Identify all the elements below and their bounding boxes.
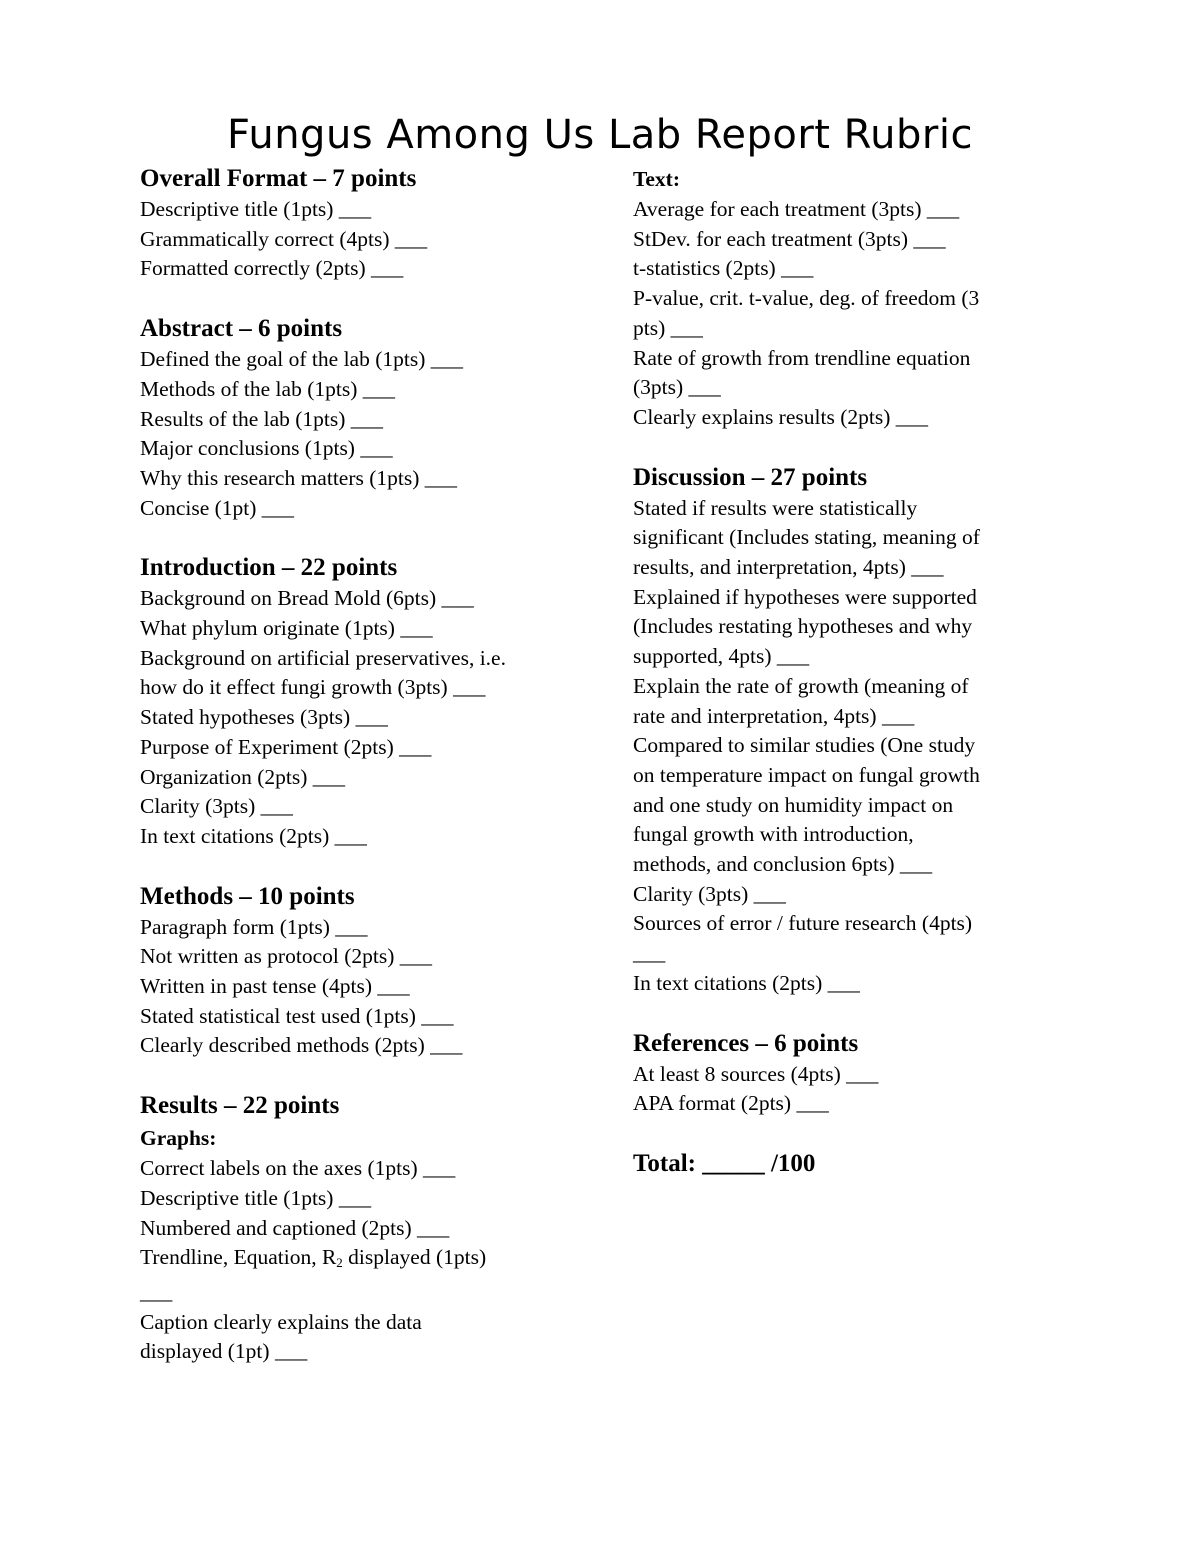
graphs-subheading: Graphs: (140, 1126, 217, 1151)
rubric-item: supported, 4pts) ___ (633, 644, 810, 669)
rubric-item: displayed (1pt) ___ (140, 1339, 308, 1364)
rubric-item: Stated if results were statistically (633, 495, 918, 520)
section-heading: Results – 22 points (140, 1092, 340, 1120)
rubric-item: fungal growth with introduction, (633, 822, 914, 847)
rubric-item: Stated hypotheses (3pts) ___ (140, 705, 388, 730)
rubric-item-blank: ___ (140, 1279, 173, 1304)
rubric-item: Background on artificial preservatives, i.e. (140, 645, 506, 670)
rubric-item: Clearly explains results (2pts) ___ (633, 404, 928, 429)
references-section (633, 1028, 1063, 1119)
left-column (140, 163, 590, 1367)
rubric-item: Written in past tense (4pts) ___ (140, 974, 410, 999)
right-column (633, 163, 1063, 1180)
section-heading: Discussion – 27 points (633, 463, 868, 491)
rubric-item: t-statistics (2pts) ___ (633, 256, 814, 281)
rubric-item: Defined the goal of the lab (1pts) ___ (140, 347, 464, 372)
introduction-section (140, 552, 590, 851)
rubric-item: Clearly described methods (2pts) ___ (140, 1033, 463, 1058)
rubric-item: rate and interpretation, 4pts) ___ (633, 703, 915, 728)
total-score: Total: _____ /100 (633, 1149, 816, 1177)
rubric-item: StDev. for each treatment (3pts) ___ (633, 226, 946, 251)
abstract-section (140, 313, 590, 523)
rubric-item: In text citations (2pts) ___ (140, 823, 367, 848)
section-heading: References – 6 points (633, 1029, 859, 1057)
overall-format-section (140, 163, 590, 284)
rubric-item: At least 8 sources (4pts) ___ (633, 1061, 879, 1086)
rubric-item: Grammatically correct (4pts) ___ (140, 226, 428, 251)
rubric-item: Clarity (3pts) ___ (140, 794, 293, 819)
rubric-item: methods, and conclusion 6pts) ___ (633, 852, 933, 877)
rubric-item: Clarity (3pts) ___ (633, 881, 786, 906)
rubric-item: In text citations (2pts) ___ (633, 970, 860, 995)
rubric-item: (3pts) ___ (633, 375, 721, 400)
rubric-item: significant (Includes stating, meaning of (633, 525, 980, 550)
rubric-item-trendline (140, 1243, 590, 1278)
rubric-item: Average for each treatment (3pts) ___ (633, 197, 960, 221)
trendline-text: Trendline, Equation, R (140, 1245, 337, 1270)
rubric-item: Caption clearly explains the data (140, 1309, 422, 1334)
page-title: Fungus Among Us Lab Report Rubric (227, 112, 973, 158)
rubric-item: Results of the lab (1pts) ___ (140, 406, 384, 431)
rubric-item: Descriptive title (1pts) ___ (140, 1185, 372, 1210)
rubric-item: (Includes restating hypotheses and why (633, 614, 973, 639)
rubric-item: on temperature impact on fungal growth (633, 762, 980, 787)
rubric-item: ___ (633, 941, 666, 966)
rubric-item: Sources of error / future research (4pts) (633, 911, 973, 936)
section-heading: Methods – 10 points (140, 882, 355, 910)
rubric-item: P-value, crit. t-value, deg. of freedom (3 (633, 286, 980, 311)
discussion-section (633, 462, 1063, 999)
section-heading: Overall Format – 7 points (140, 165, 417, 192)
rubric-item: Formatted correctly (2pts) ___ (140, 256, 404, 281)
rubric-item: Explain the rate of growth (meaning of (633, 673, 969, 698)
rubric-item: Organization (2pts) ___ (140, 764, 346, 789)
rubric-item: Purpose of Experiment (2pts) ___ (140, 734, 432, 759)
rubric-item: how do it effect fungi growth (3pts) ___ (140, 675, 486, 700)
rubric-item: Numbered and captioned (2pts) ___ (140, 1215, 450, 1240)
rubric-item: Background on Bread Mold (6pts) ___ (140, 586, 474, 611)
rubric-item: Compared to similar studies (One study (633, 733, 976, 758)
rubric-item: Not written as protocol (2pts) ___ (140, 944, 432, 969)
section-heading: Abstract – 6 points (140, 315, 343, 343)
rubric-item: pts) ___ (633, 315, 703, 340)
rubric-item: Major conclusions (1pts) ___ (140, 436, 393, 461)
rubric-item: Paragraph form (1pts) ___ (140, 914, 368, 939)
rubric-item: What phylum originate (1pts) ___ (140, 616, 433, 641)
rubric-item: Methods of the lab (1pts) ___ (140, 376, 395, 401)
rubric-item: Stated statistical test used (1pts) ___ (140, 1003, 454, 1028)
rubric-item: Descriptive title (1pts) ___ (140, 197, 372, 221)
section-heading: Introduction – 22 points (140, 554, 398, 582)
rubric-item: Rate of growth from trendline equation (633, 345, 971, 370)
text-subheading: Text: (633, 167, 680, 191)
methods-section (140, 881, 590, 1062)
rubric-item: Concise (1pt) ___ (140, 495, 295, 520)
rubric-item: and one study on humidity impact on (633, 792, 954, 817)
rubric-item: APA format (2pts) ___ (633, 1091, 829, 1116)
total-section (633, 1148, 1063, 1180)
rubric-item: Correct labels on the axes (1pts) ___ (140, 1156, 456, 1181)
results-section (140, 1090, 590, 1367)
trendline-subscript: 2 (336, 1255, 343, 1271)
results-text-section (633, 163, 1063, 433)
rubric-item: Explained if hypotheses were supported (633, 584, 977, 609)
rubric-item: Why this research matters (1pts) ___ (140, 465, 458, 490)
trendline-text-end: displayed (1pts) (342, 1245, 487, 1270)
rubric-item: results, and interpretation, 4pts) ___ (633, 555, 944, 580)
